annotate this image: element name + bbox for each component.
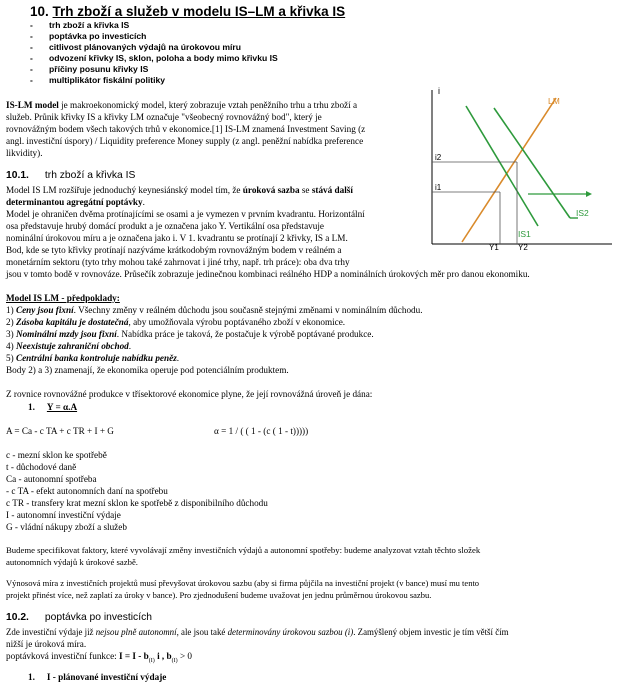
assumption-item: 3) Nominální mzdy jsou fixní. Nabídka práce je taková, že postačuje k výrobě poptávané produkce.: [6, 329, 374, 339]
assumption-item: 2) Zásoba kapitálu je dostatečná, aby umožňovala výrobu poptávaného zboží v ekonomice.: [6, 317, 346, 327]
is1-label: IS1: [518, 229, 531, 239]
is-lm-graph: [418, 84, 616, 252]
lm-curve: [462, 98, 556, 242]
assumption-item: 5) Centrální banka kontroluje nabídku peněz.: [6, 353, 180, 363]
intro-line: rovnovážným bodem všech takových trhů v ekonomice.[1] IS-LM znamená Investment Saving (z: [6, 124, 366, 134]
y2-label: Y2: [518, 243, 528, 252]
subsection-heading: 10.2. poptávka po investicích: [6, 612, 152, 623]
section-title-text: Trh zboží a služeb v modelu IS–LM a křivka IS: [52, 4, 346, 19]
shift-arrow-head: [586, 191, 592, 197]
y-axis-label: i: [438, 86, 440, 96]
subsection-heading: 10.1. trh zboží a křivka IS: [6, 170, 136, 181]
legend-item: - c TA - efekt autonomních daní na spotřebu: [6, 486, 168, 496]
paragraph-line: nižší je úroková míra.: [6, 639, 87, 649]
topic-list: - trh zboží a křivka IS - poptávka po investicích - citlivost plánovaných výdajů na úrokovou míru - odvození křivky IS, sklon, poloha a body mimo křivku IS - příčiny posunu křivky IS - multiplikátor fiskální politiky: [30, 20, 278, 85]
intro-line: služeb. Průnik křivky IS a křivky LM označuje "všeobecný rovnovážný bod", který je: [6, 112, 322, 122]
intro-line: likvidity).: [6, 148, 43, 158]
i2-label: i2: [435, 153, 442, 162]
list-item: 1. I - plánované investiční výdaje: [28, 672, 167, 682]
assumptions-heading: Model IS LM - předpoklady:: [6, 293, 120, 303]
paragraph-line: monetárním sektoru (tyto trhy mohou také zahrnovat i jiné trhy, např. trh práce): oba dva trhy: [6, 257, 350, 267]
lm-label: LM: [548, 96, 560, 106]
paragraph-line: determinantou agregátní poptávky.: [6, 197, 145, 207]
equilibrium-intro: Z rovnice rovnovážné produkce v třísektorové ekonomice plyne, že její rovnovážná úroveň je dána:: [6, 389, 373, 399]
legend-item: G - vládní nákupy zboží a služeb: [6, 522, 127, 532]
intro-line: angl. investiční úspory) / Liquidity preference Money supply (z angl. peněžní nabídka preference: [6, 136, 364, 146]
equation-a: A = Ca - c TA + c TR + I + G: [6, 426, 114, 436]
equilibrium-item: 1. Y = α.A: [28, 402, 78, 412]
legend-item: I - autonomní investiční výdaje: [6, 510, 121, 520]
assumption-item: 4) Neexistuje zahraniční obchod.: [6, 341, 132, 351]
legend-item: c TR - transfery krat mezní sklon ke spotřebě z disponibilního důchodu: [6, 498, 268, 508]
factors-line: autonomních výdajů k úrokové sazbě.: [6, 557, 138, 567]
rate-line: Výnosová míra z investičních projektů musí převyšovat úrokovou sazbu (aby si firma půjčila na investiční projekt (v bance) musí mu tento: [6, 578, 480, 588]
rate-line: projekt přinést více, než zaplatí za úroky v bance). Pro zjednodušení budeme uvažovat jen jednu průměrnou úrokovou sazbu.: [6, 590, 432, 600]
paragraph-line: Model IS LM rozšiřuje jednoduchý keynesiánský model tím, že úroková sazba se stává další: [6, 185, 353, 195]
factors-line: Budeme specifikovat faktory, které vyvolávají změny investičních výdajů a autonomní spotřeby: budeme analyzovat vztah těchto složek: [6, 545, 481, 555]
paragraph-line: nominální úrokovou míru a je označena jako i. V 1. kvadrantu se protínají 2 křivky, IS a LM.: [6, 233, 348, 243]
is1-curve: [466, 106, 538, 226]
i1-label: i1: [435, 183, 442, 192]
assumptions-note: Body 2) a 3) znamenají, že ekonomika operuje pod potenciálním produktem.: [6, 365, 289, 375]
is2-label: IS2: [576, 208, 589, 218]
legend-item: t - důchodové daně: [6, 462, 77, 472]
paragraph-line: jsou v tomto bodě v rovnováze. Průsečík zobrazuje jedinečnou kombinaci reálného HDP a nominálních úrokových měr pro danou ekonomiku.: [6, 269, 530, 279]
assumption-item: 1) Ceny jsou fixní. Všechny změny v reálném důchodu jsou současně stejnými změnami v nominálním důchodu.: [6, 305, 423, 315]
y1-label: Y1: [489, 243, 499, 252]
legend-item: c - mezní sklon ke spotřebě: [6, 450, 107, 460]
section-number: 10.: [30, 4, 49, 19]
is2-curve: [494, 108, 570, 218]
paragraph-line: Bod, kde se tyto křivky protínají nazýváme krátkodobým rovnovážným bodem v reálném a: [6, 245, 342, 255]
legend-item: Ca - autonomní spotřeba: [6, 474, 97, 484]
intro-line: IS-LM model je makroekonomický model, který zobrazuje vztah peněžního trhu a trhu zboží a: [6, 100, 358, 110]
paragraph-line: Model je ohraničen dvěma protínajícími se osami a je vymezen v prvním kvadrantu. Horizontální: [6, 209, 365, 219]
investment-function: poptávková investiční funkce: $I = I - b_{(I)}$ i , $b_{(I)} > 0$: [6, 651, 193, 664]
equation-alpha: α = 1 / ( ( 1 - (c ( 1 - t))))): [214, 426, 309, 436]
paragraph-line: Zde investiční výdaje již nejsou plně autonomní, ale jsou také determinovány úrokovou sazbou (i). Zamýšlený objem investic je tím větší čím: [6, 627, 509, 637]
section-title: [30, 4, 345, 19]
paragraph-line: osa představuje hrubý domácí produkt a je označena jako Y. Vertikální osa představuje: [6, 221, 324, 231]
